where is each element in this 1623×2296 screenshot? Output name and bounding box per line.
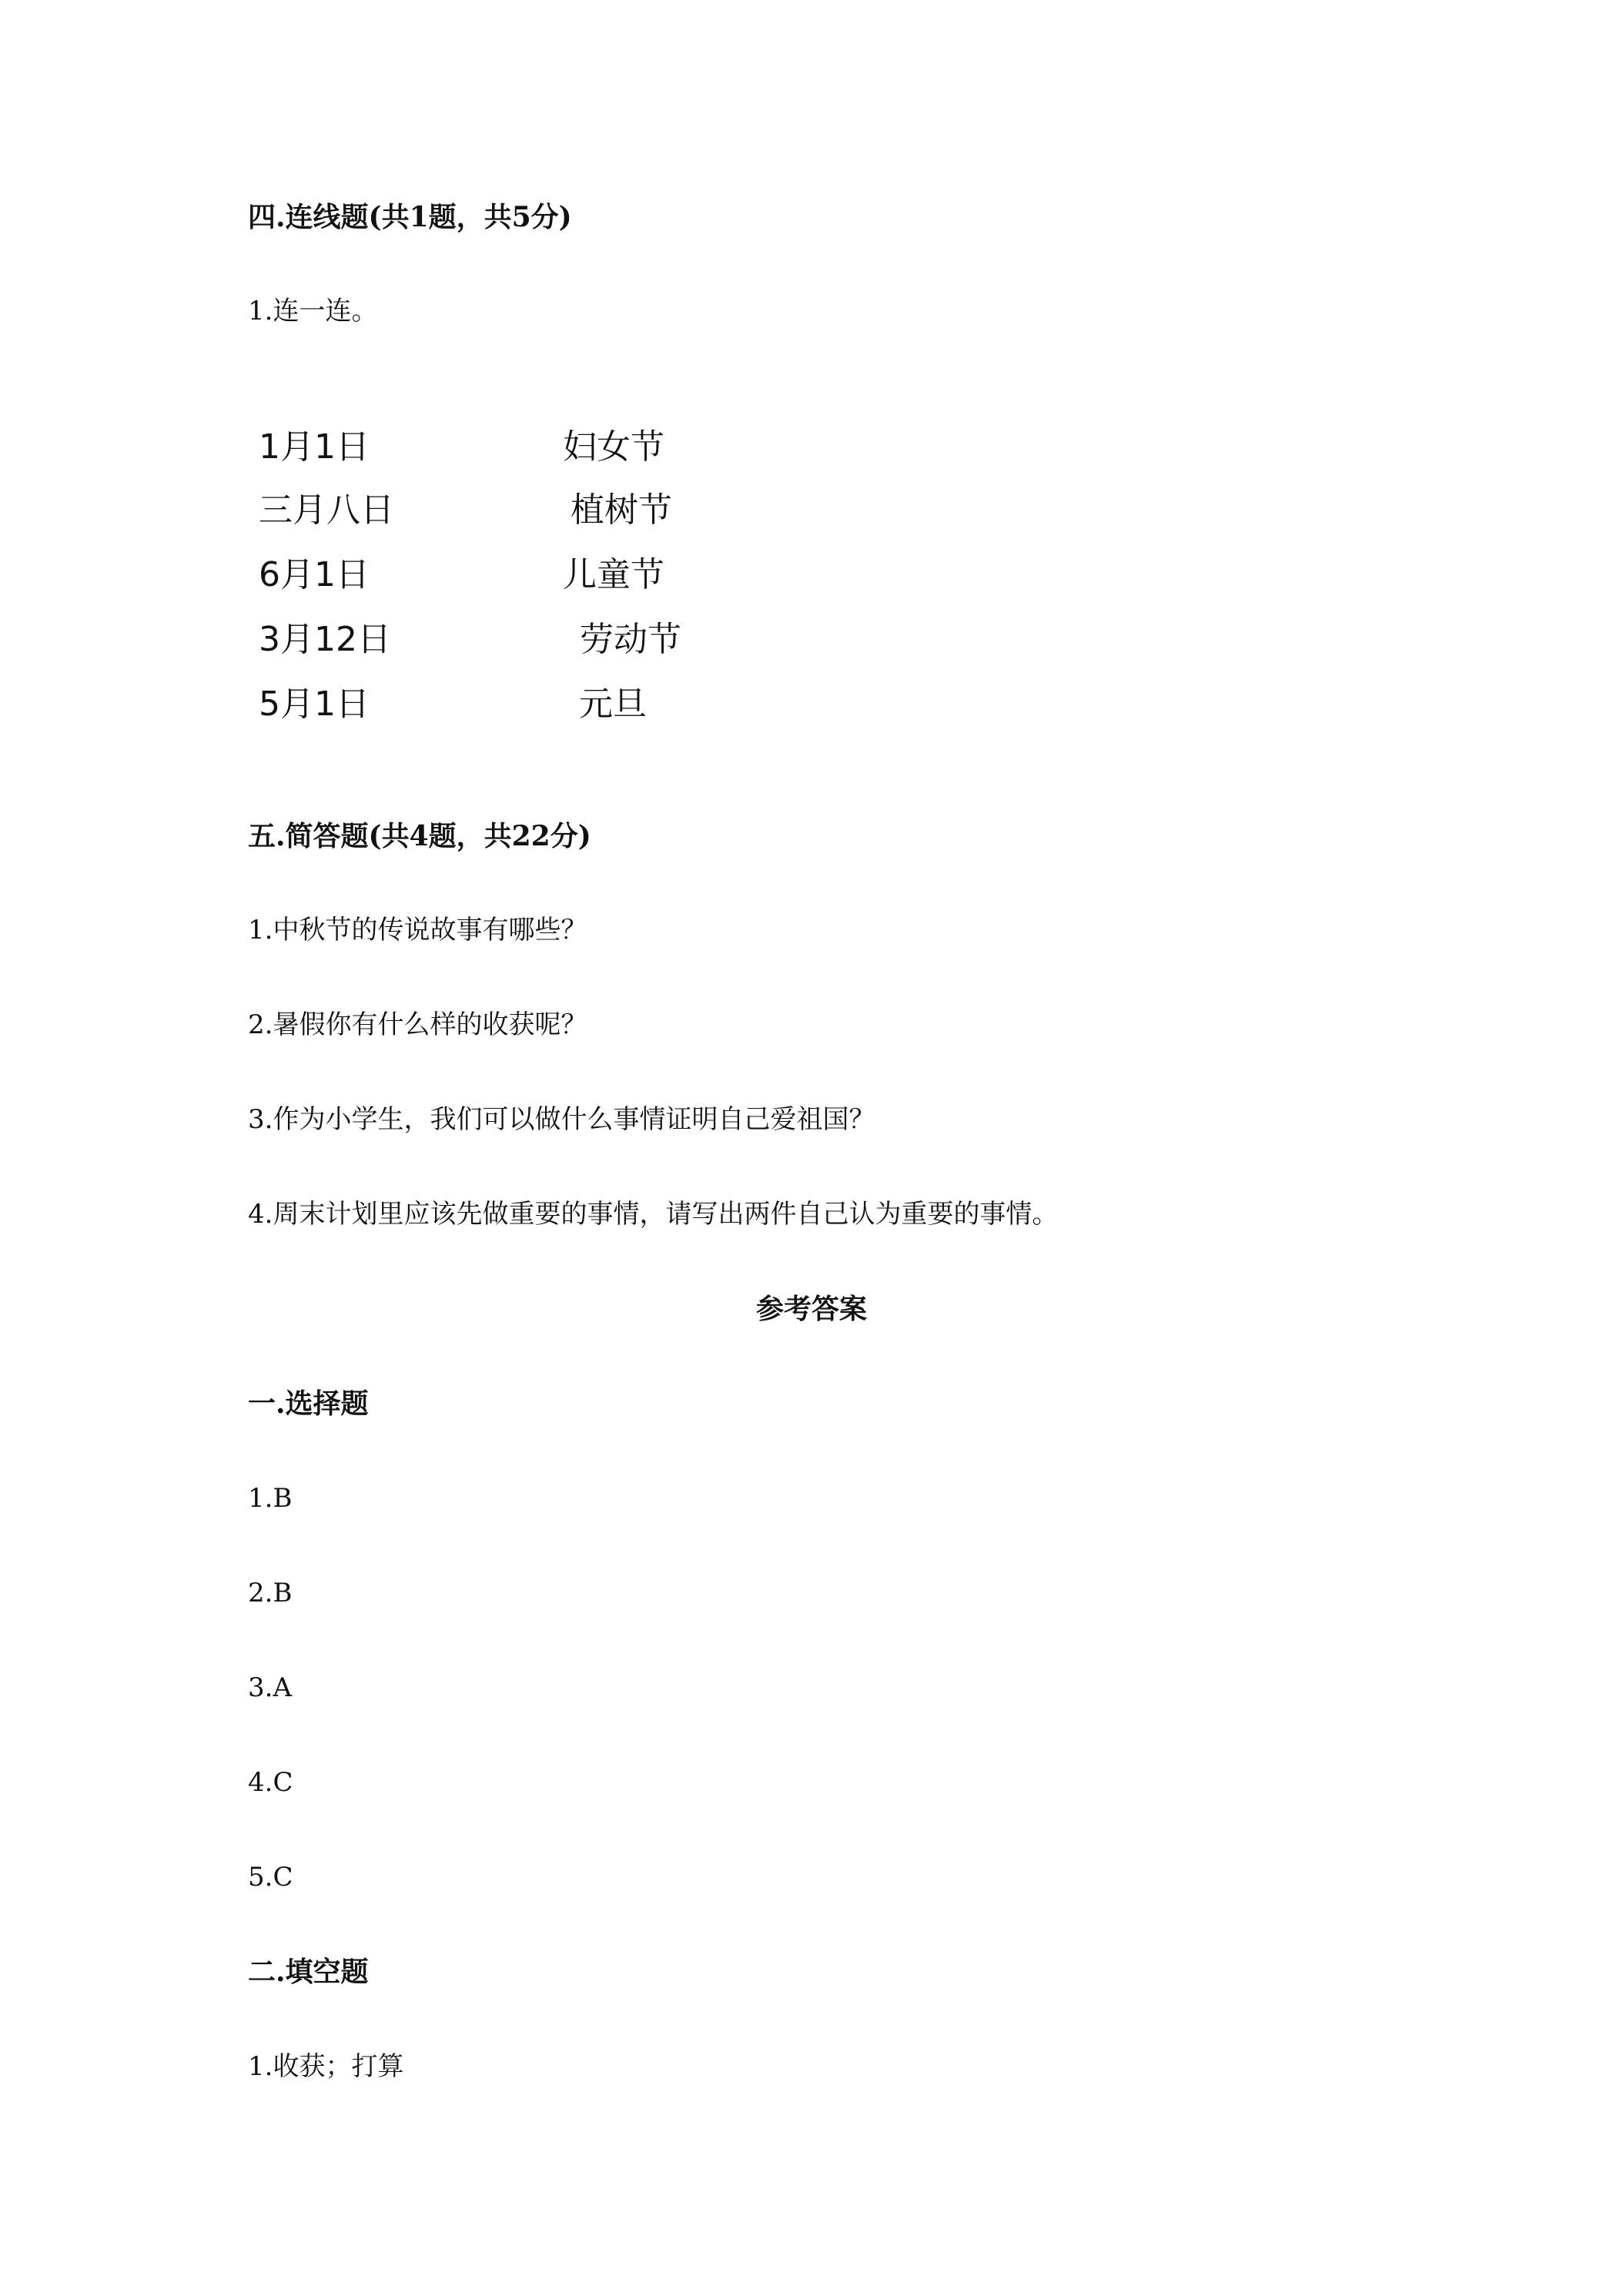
answer-item: 4.C	[248, 1767, 293, 1798]
answer-item: 5.C	[248, 1862, 293, 1893]
match-right-item: 植树节	[571, 490, 672, 530]
match-right-item: 劳动节	[580, 620, 681, 659]
answers-part-1-heading: 一.选择题	[248, 1387, 369, 1420]
match-right-item: 妇女节	[563, 427, 664, 467]
match-left-item: 三月八日	[259, 490, 394, 530]
match-right-item: 儿童节	[563, 555, 664, 594]
answer-item: 3.A	[248, 1672, 292, 1703]
answer-item: 1.收获；打算	[248, 2051, 404, 2082]
question-5-4: 4.周末计划里应该先做重要的事情，请写出两件自己认为重要的事情。	[248, 1199, 1059, 1230]
question-5-1: 1.中秋节的传说故事有哪些？	[248, 915, 587, 946]
section-5-heading: 五.简答题(共4题，共22分)	[248, 820, 591, 852]
question-5-2: 2.暑假你有什么样的收获呢？	[248, 1009, 587, 1040]
question-5-3: 3.作为小学生，我们可以做什么事情证明自己爱祖国？	[248, 1104, 875, 1135]
match-left-item: 3月12日	[259, 620, 391, 659]
section-4-heading: 四.连线题(共1题，共5分)	[248, 201, 572, 233]
answer-item: 1.B	[248, 1483, 293, 1514]
answers-part-2-heading: 二.填空题	[248, 1956, 369, 1988]
match-left-item: 6月1日	[259, 555, 370, 594]
answer-item: 2.B	[248, 1578, 293, 1608]
answers-title: 参考答案	[755, 1293, 867, 1325]
match-left-item: 1月1日	[259, 427, 370, 467]
match-left-item: 5月1日	[259, 684, 370, 724]
question-4-1: 1.连一连。	[248, 296, 378, 326]
match-right-item: 元旦	[579, 684, 647, 724]
